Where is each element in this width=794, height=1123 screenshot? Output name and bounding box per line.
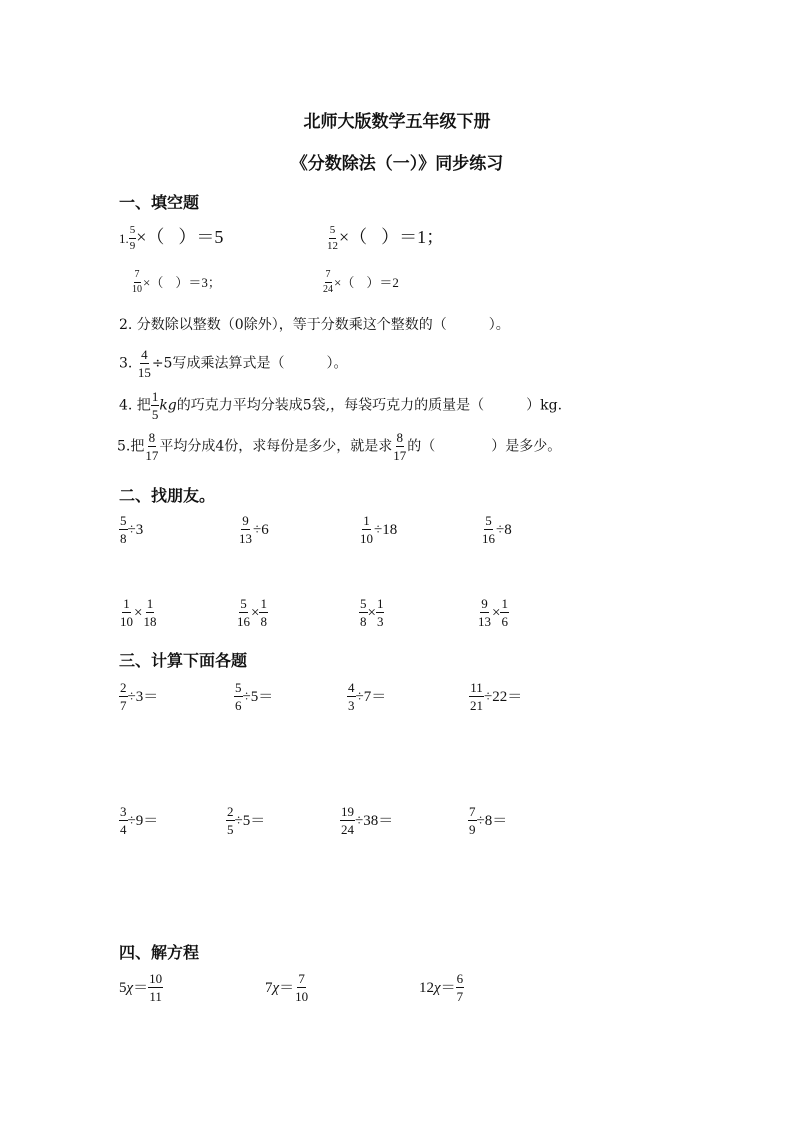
match-item-bottom: $\frac{1}{10}$ × $\frac{1}{18}$: [120, 596, 157, 629]
match-item-top: $\frac{1}{10}$ ÷18: [360, 513, 398, 546]
section-heading-calculate: 三、计算下面各题: [119, 651, 248, 670]
match-item-top: $\frac{5}{16}$ ÷8: [482, 513, 512, 546]
question-2: 2. 分数除以整数（0除外），等于分数乘这个整数的（ ）。: [119, 317, 510, 333]
question-1a: 1. $\frac{5}{9}$ ×（ ）＝5: [119, 224, 224, 252]
match-item-top: $\frac{9}{13}$ ÷6: [239, 513, 269, 546]
question-1b: $\frac{5}{12}$ ×（ ）＝1；: [327, 224, 445, 252]
question-3: 3. $\frac{4}{15}$ ÷5写成乘法算式是（ ）。: [119, 347, 348, 380]
match-item-top: $\frac{5}{8}$ ÷3: [120, 513, 144, 546]
question-1d: $\frac{7}{24}$ ×（ ）＝2: [323, 269, 399, 295]
calc-item: $\frac{2}{5}$ ÷5＝: [227, 804, 266, 837]
calc-item: $\frac{3}{4}$ ÷9＝: [120, 804, 159, 837]
calc-item: $\frac{2}{7}$ ÷3＝: [120, 680, 159, 713]
fraction: $\frac{4}{15}$: [137, 347, 151, 380]
page-title: 北师大版数学五年级下册: [303, 112, 491, 132]
match-item-bottom: $\frac{5}{8}$ × $\frac{1}{3}$: [360, 596, 384, 629]
calc-item: $\frac{19}{24}$ ÷38＝: [341, 804, 394, 837]
calc-item: $\frac{7}{9}$ ÷8＝: [469, 804, 508, 837]
match-item-bottom: $\frac{9}{13}$ × $\frac{1}{6}$: [478, 596, 508, 629]
fraction: $\frac{7}{10}$: [132, 269, 142, 295]
calc-item: $\frac{4}{3}$ ÷7＝: [348, 680, 387, 713]
match-item-bottom: $\frac{5}{16}$ × $\frac{1}{8}$: [237, 596, 267, 629]
fraction: $\frac{7}{24}$: [323, 269, 333, 295]
question-number: 1.: [119, 231, 129, 246]
section-heading-equations: 四、解方程: [119, 943, 200, 962]
fraction: $\frac{1}{5}$: [151, 389, 159, 422]
question-1c: $\frac{7}{10}$ ×（ ）＝3；: [132, 269, 221, 295]
equation-item: 7χ＝ $\frac{7}{10}$: [265, 971, 309, 1004]
fraction: $\frac{5}{9}$: [129, 224, 136, 252]
equation-item: 12χ＝ $\frac{6}{7}$: [419, 971, 464, 1004]
fraction: $\frac{8}{17}$: [393, 430, 407, 463]
calc-item: $\frac{5}{6}$ ÷5＝: [235, 680, 274, 713]
question-4: 4. 把 $\frac{1}{5}$ kg的巧克力平均分装成5袋,，每袋巧克力的质量是（ ）kg.: [119, 389, 563, 422]
question-5: 5.把 $\frac{8}{17}$ 平均分成4份，求每份是多少，就是求 $\frac{8}{17}$ 的（ ）是多少。: [117, 430, 562, 463]
page-subtitle: 《分数除法（一）》同步练习: [290, 154, 504, 174]
fraction: $\frac{8}{17}$: [145, 430, 159, 463]
section-heading-match: 二、找朋友。: [119, 486, 216, 505]
equation-item: 5χ＝ $\frac{10}{11}$: [119, 971, 163, 1004]
section-heading-fill-blank: 一、填空题: [119, 193, 200, 212]
calc-item: $\frac{11}{21}$ ÷22＝: [470, 680, 523, 713]
fraction: $\frac{5}{12}$: [327, 224, 338, 252]
unit-kg: kg: [159, 397, 177, 414]
